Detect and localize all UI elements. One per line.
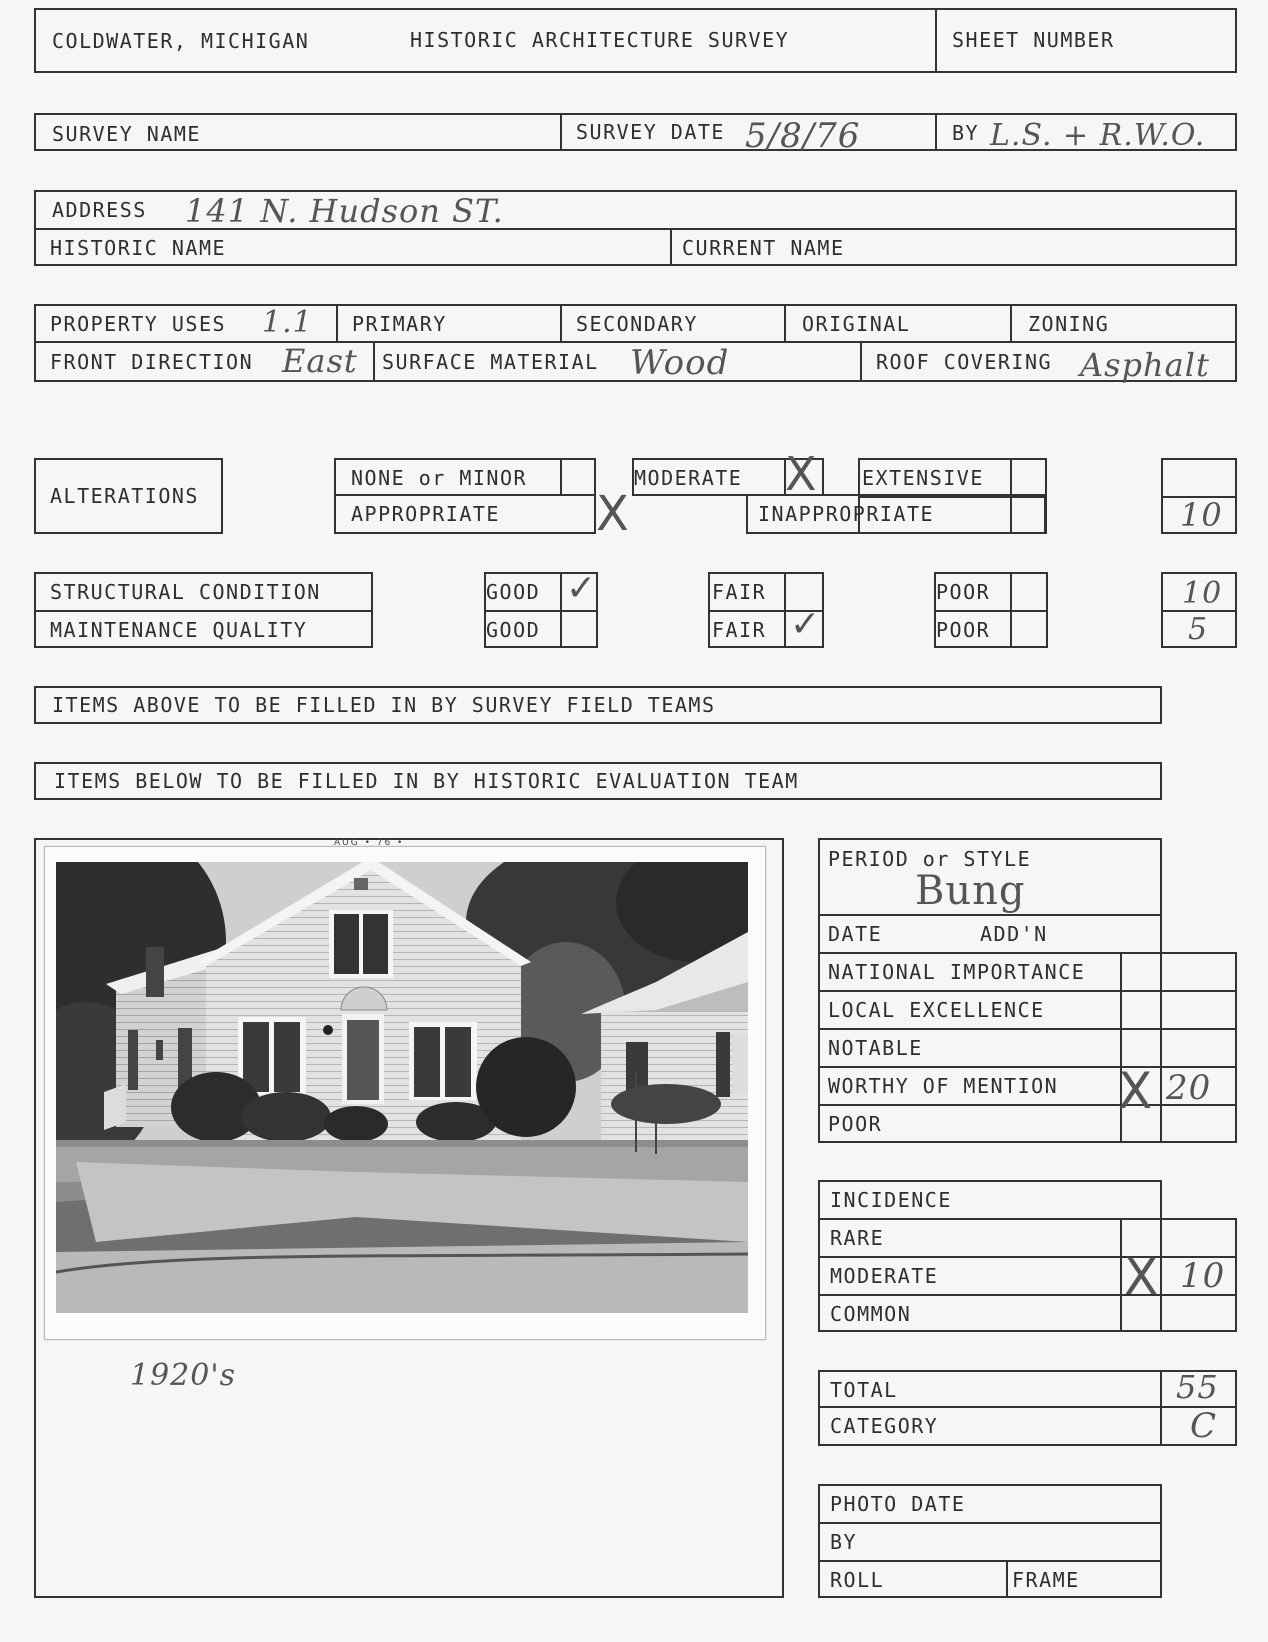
common-label: COMMON [830, 1302, 912, 1326]
historic-name-label: HISTORIC NAME [50, 236, 227, 260]
photo-info-divider [1006, 1560, 1008, 1598]
good-divider [560, 572, 562, 648]
survey-title: HISTORIC ARCHITECTURE SURVEY [410, 28, 790, 52]
notes-above: ITEMS ABOVE TO BE FILLED IN BY SURVEY FIELD TEAMS [52, 693, 716, 717]
date-value: ADD'N [980, 922, 1048, 946]
eval-hline-1 [818, 914, 1162, 916]
inc-hline-2 [818, 1256, 1237, 1258]
appropriate-label: APPROPRIATE [351, 502, 500, 526]
original-label: ORIGINAL [802, 312, 911, 336]
city-label: COLDWATER, MICHIGAN [52, 29, 310, 53]
maintenance-fair-label: FAIR [712, 618, 767, 642]
property-divider-2 [560, 304, 562, 341]
inc-hline-1 [818, 1218, 1162, 1220]
poor-hline [934, 610, 1048, 612]
poor-label: POOR [828, 1112, 883, 1136]
secondary-label: SECONDARY [576, 312, 698, 336]
incidence-moderate-mark: X [1124, 1248, 1159, 1306]
photo-caption: 1920's [130, 1358, 236, 1393]
maintenance-good-label: GOOD [486, 618, 541, 642]
inc-hline-3 [818, 1294, 1237, 1296]
maintenance-poor-label: POOR [936, 618, 991, 642]
national-importance-label: NATIONAL IMPORTANCE [828, 960, 1086, 984]
surface-material-label: SURFACE MATERIAL [382, 350, 599, 374]
good-hline [484, 610, 598, 612]
by-value: L.S. + R.W.O. [990, 118, 1206, 153]
property-divider-6 [860, 341, 862, 382]
sheet-number-label: SHEET NUMBER [952, 28, 1115, 52]
condition-label-hline [34, 610, 373, 612]
local-excellence-label: LOCAL EXCELLENCE [828, 998, 1045, 1022]
current-name-label: CURRENT NAME [682, 236, 845, 260]
zoning-label: ZONING [1028, 312, 1110, 336]
roll-label: ROLL [830, 1568, 885, 1592]
date-label: DATE [828, 922, 883, 946]
period-style-label: PERIOD or STYLE [828, 847, 1032, 871]
front-direction-label: FRONT DIRECTION [50, 350, 254, 374]
poor-divider [1010, 572, 1012, 648]
photo-info-hline-1 [818, 1522, 1162, 1524]
moderate-mark: X [785, 447, 817, 501]
appropriate-mark: X [596, 486, 629, 542]
property-uses-value: 1.1 [262, 305, 313, 340]
total-label: TOTAL [830, 1378, 898, 1402]
survey-info-divider-1 [560, 113, 562, 151]
notes-below: ITEMS BELOW TO BE FILLED IN BY HISTORIC EVALUATION TEAM [54, 769, 799, 793]
surface-material-value: Wood [630, 343, 730, 383]
incidence-label: INCIDENCE [830, 1188, 952, 1212]
totals-hline [818, 1406, 1237, 1408]
category-value: C [1190, 1406, 1218, 1446]
alterations-label: ALTERATIONS [50, 484, 199, 508]
property-divider-5 [373, 341, 375, 382]
structural-fair-label: FAIR [712, 580, 767, 604]
total-value: 55 [1176, 1368, 1219, 1406]
structural-score: 10 [1182, 576, 1223, 611]
incidence-moderate-score: 10 [1180, 1256, 1226, 1296]
roof-covering-label: ROOF COVERING [876, 350, 1053, 374]
photo-info-hline-2 [818, 1560, 1162, 1562]
property-divider-3 [784, 304, 786, 341]
fair-divider [784, 572, 786, 648]
extensive-label: EXTENSIVE [862, 466, 984, 490]
survey-info-divider-2 [935, 113, 937, 151]
survey-name-label: SURVEY NAME [52, 122, 201, 146]
property-divider-4 [1010, 304, 1012, 341]
survey-date-label: SURVEY DATE [576, 120, 725, 144]
inappropriate-label: INAPPROPRIATE [758, 502, 935, 526]
eval-hline-4 [818, 1028, 1237, 1030]
moderate-label: MODERATE [634, 466, 743, 490]
by-label: BY [952, 121, 980, 145]
none-minor-checkbox-divider [560, 458, 562, 496]
maintenance-quality-label: MAINTENANCE QUALITY [50, 618, 308, 642]
eval-hline-2 [818, 952, 1237, 954]
address-value: 141 N. Hudson ST. [185, 192, 504, 230]
address-divider [670, 228, 672, 266]
notable-label: NOTABLE [828, 1036, 923, 1060]
eval-hline-3 [818, 990, 1237, 992]
primary-label: PRIMARY [352, 312, 447, 336]
incidence-moderate-label: MODERATE [830, 1264, 939, 1288]
roof-covering-value: Asphalt [1080, 346, 1210, 384]
structural-good-label: GOOD [486, 580, 541, 604]
structural-condition-label: STRUCTURAL CONDITION [50, 580, 321, 604]
worthy-of-mention-label: WORTHY OF MENTION [828, 1074, 1059, 1098]
property-uses-label: PROPERTY USES [50, 312, 227, 336]
totals-divider [1160, 1370, 1162, 1446]
photo-stamp: AUG • 76 • [334, 838, 405, 848]
maintenance-fair-mark: ✓ [790, 604, 821, 645]
header-divider [935, 8, 937, 73]
worthy-of-mention-mark: X [1118, 1062, 1153, 1120]
none-minor-label: NONE or MINOR [351, 466, 528, 490]
rare-label: RARE [830, 1226, 885, 1250]
photo-by-label: BY [830, 1530, 858, 1554]
category-label: CATEGORY [830, 1414, 939, 1438]
house-photo [56, 862, 748, 1313]
property-divider-1 [336, 304, 338, 341]
structural-poor-label: POOR [936, 580, 991, 604]
photo-date-label: PHOTO DATE [830, 1492, 966, 1516]
address-label: ADDRESS [52, 198, 147, 222]
frame-label: FRAME [1012, 1568, 1080, 1592]
worthy-of-mention-score: 20 [1166, 1068, 1212, 1108]
maintenance-score: 5 [1188, 612, 1209, 647]
survey-date-value: 5/8/76 [745, 116, 861, 156]
structural-good-mark: ✓ [566, 568, 597, 609]
front-direction-value: East [282, 342, 358, 380]
alterations-score: 10 [1180, 496, 1223, 534]
period-style-value: Bung [915, 868, 1026, 914]
